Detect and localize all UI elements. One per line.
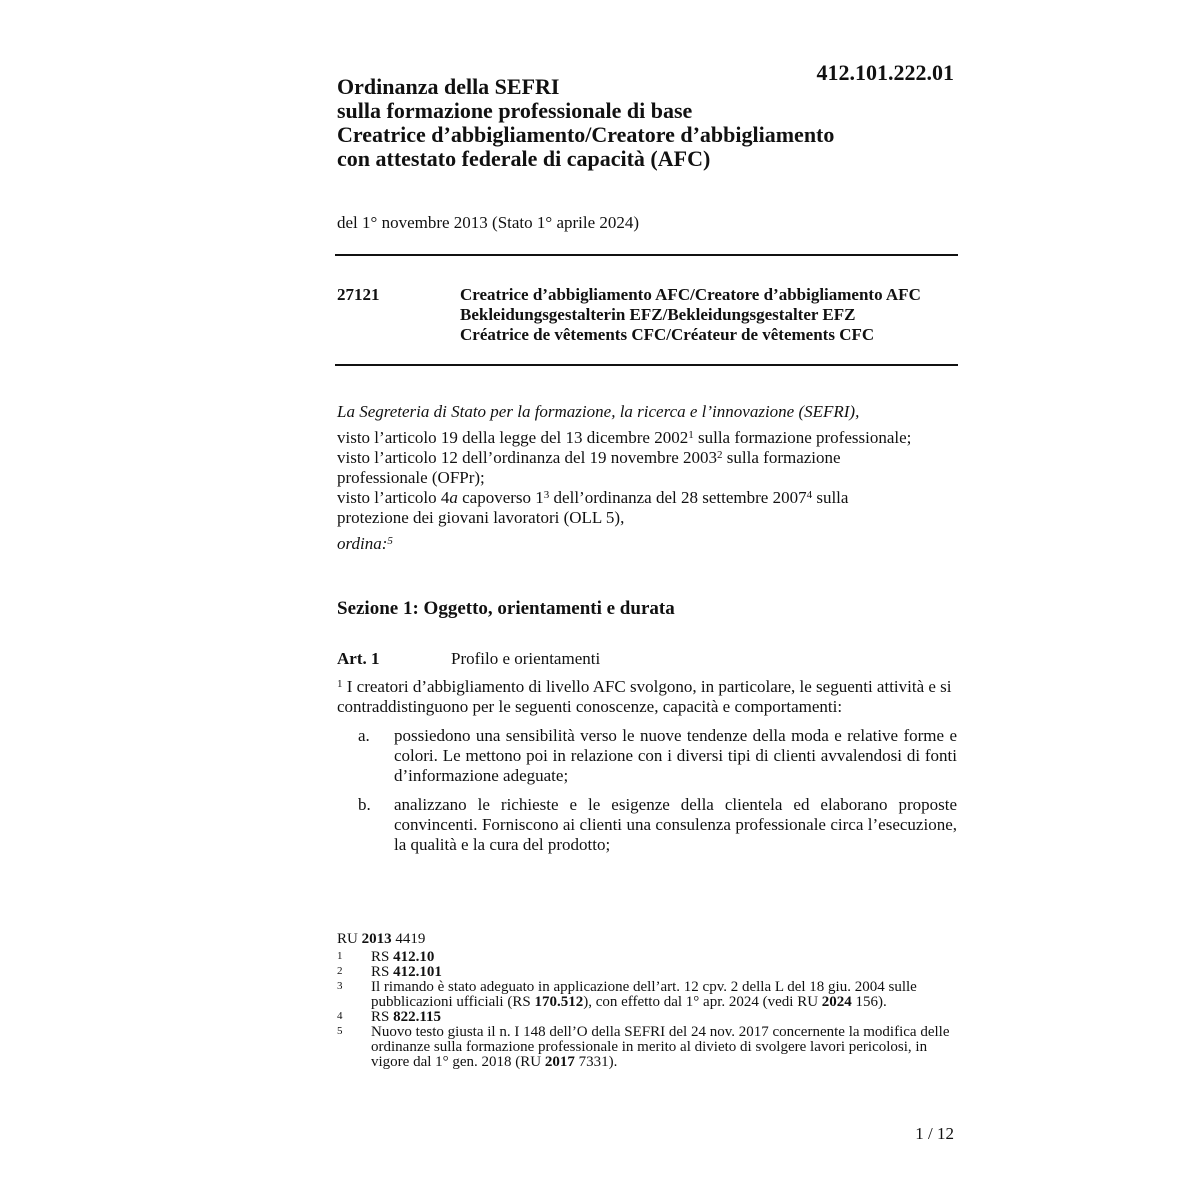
footnote-link[interactable]: 2024 bbox=[821, 994, 852, 1010]
footnote-number: 1 bbox=[337, 950, 343, 962]
title-line: sulla formazione professionale di base bbox=[337, 98, 693, 123]
title-line: con attestato federale di capacità (AFC) bbox=[337, 146, 711, 171]
footnote-ref[interactable]: 3 bbox=[543, 489, 550, 501]
profession-name-it: Creatrice d’abbigliamento AFC/Creatore d’abbigliamento AFC bbox=[460, 285, 921, 304]
divider-top bbox=[335, 254, 958, 256]
preamble-authority: La Segreteria di Stato per la formazione, la ricerca e l’innovazione (SEFRI), bbox=[337, 402, 860, 421]
official-compilation-ref: RU 2013 4419 bbox=[337, 931, 426, 947]
footnote-link[interactable]: 2017 bbox=[544, 1054, 575, 1070]
footnote-number: 2 bbox=[337, 965, 343, 977]
preamble-line: visto l’articolo 4a capoverso $1^3$ dell’ordinanza del 28 settembre 2007$^4$ sulla bbox=[337, 488, 849, 507]
profession-names bbox=[460, 285, 921, 345]
preamble-line: protezione dei giovani lavoratori (OLL 5), bbox=[337, 508, 625, 527]
list-item bbox=[337, 726, 957, 786]
list-letter: a. bbox=[358, 726, 370, 745]
footnote-number: 3 bbox=[337, 980, 343, 992]
list-item bbox=[337, 795, 957, 855]
footnote-ref[interactable]: 5 bbox=[387, 535, 393, 547]
page-number: 1 / 12 bbox=[915, 1124, 954, 1143]
footnote-number: 4 bbox=[337, 1010, 343, 1022]
footnote-link[interactable]: 170.512 bbox=[534, 994, 584, 1010]
article-paragraph: $^1$ I creatori d’abbigliamento di livello AFC svolgono, in particolare, le seguenti attività e si contraddistinguono per le seguenti conoscenze, capacità e comportamenti: bbox=[337, 677, 952, 716]
footnote: 4 RS 822.115 bbox=[337, 1009, 442, 1025]
article-list bbox=[337, 726, 957, 864]
footnote-link[interactable]: 822.115 bbox=[393, 1009, 442, 1025]
footnote-ref[interactable]: 2 bbox=[717, 449, 723, 461]
profession-name-de: Bekleidungsgestalterin EFZ/Bekleidungsgestalter EFZ bbox=[460, 305, 856, 324]
preamble bbox=[337, 402, 957, 554]
sr-number: 412.101.222.01 bbox=[816, 60, 954, 85]
paragraph-number: 1 bbox=[337, 678, 343, 690]
preamble-line: visto l’articolo 19 della legge del 13 dicembre 2002$^1$ sulla formazione professionale; bbox=[337, 428, 912, 447]
footnote-ref[interactable]: 1 bbox=[688, 429, 694, 441]
article-number: Art. 1 bbox=[337, 649, 380, 668]
divider-bottom bbox=[335, 364, 958, 366]
preamble-line: visto l’articolo 12 dell’ordinanza del 19 novembre 2003$^2$ sulla formazione bbox=[337, 448, 841, 467]
list-letter: b. bbox=[358, 795, 371, 814]
footnote: 5 Nuovo testo giusta il n. I 148 dell’O della SEFRI del 24 nov. 2017 concernente la modifica delle ordinanze sulla formazione professionale in merito al divieto di svolgere lavori pericolosi, in vigore dal 1° gen. 2018 (RU 2017 7331). bbox=[337, 1024, 950, 1070]
profession-code: 27121 bbox=[337, 285, 380, 304]
footnote-link[interactable]: 412.101 bbox=[393, 964, 442, 980]
footnote-link[interactable]: 412.10 bbox=[393, 949, 435, 965]
article-title: Profilo e orientamenti bbox=[451, 649, 601, 668]
title-line: Creatrice d’abbigliamento/Creatore d’abbigliamento bbox=[337, 122, 835, 147]
title-line: Ordinanza della SEFRI bbox=[337, 74, 560, 99]
preamble-ordina: ordina:$^5$ bbox=[337, 534, 393, 553]
footnote: 2 RS 412.101 bbox=[337, 964, 442, 980]
document-date: del 1° novembre 2013 (Stato 1° aprile 2024) bbox=[337, 213, 640, 232]
list-text: possiedono una sensibilità verso le nuove tendenze della moda e relative forme e colori. Le mettono poi in relazione con i diversi tipi di clienti avvalendosi di fonti d’informazione adeguate; bbox=[394, 726, 957, 785]
list-text: analizzano le richieste e le esigenze della clientela ed elaborano proposte convincenti. Forniscono ai clienti una consulenza professionale circa l’esecuzione, la qualità e la cura del prodotto; bbox=[394, 795, 957, 854]
profession-name-fr: Créatrice de vêtements CFC/Créateur de vêtements CFC bbox=[460, 325, 875, 344]
footnote: 3 Il rimando è stato adeguato in applicazione dell’art. 12 cpv. 2 della L del 18 giu. 2004 sulle pubblicazioni ufficiali (RS 170.512), con effetto dal 1° apr. 2024 (vedi RU 2024 156). bbox=[337, 979, 917, 1010]
footnote-number: 5 bbox=[337, 1025, 343, 1037]
footnotes bbox=[337, 950, 957, 1070]
preamble-line: professionale (OFPr); bbox=[337, 468, 485, 487]
footnote: 1 RS 412.10 bbox=[337, 949, 435, 965]
footnote-ref[interactable]: 4 bbox=[806, 489, 813, 501]
section-heading: Sezione 1: Oggetto, orientamenti e durata bbox=[337, 598, 675, 619]
document-title bbox=[337, 75, 957, 171]
